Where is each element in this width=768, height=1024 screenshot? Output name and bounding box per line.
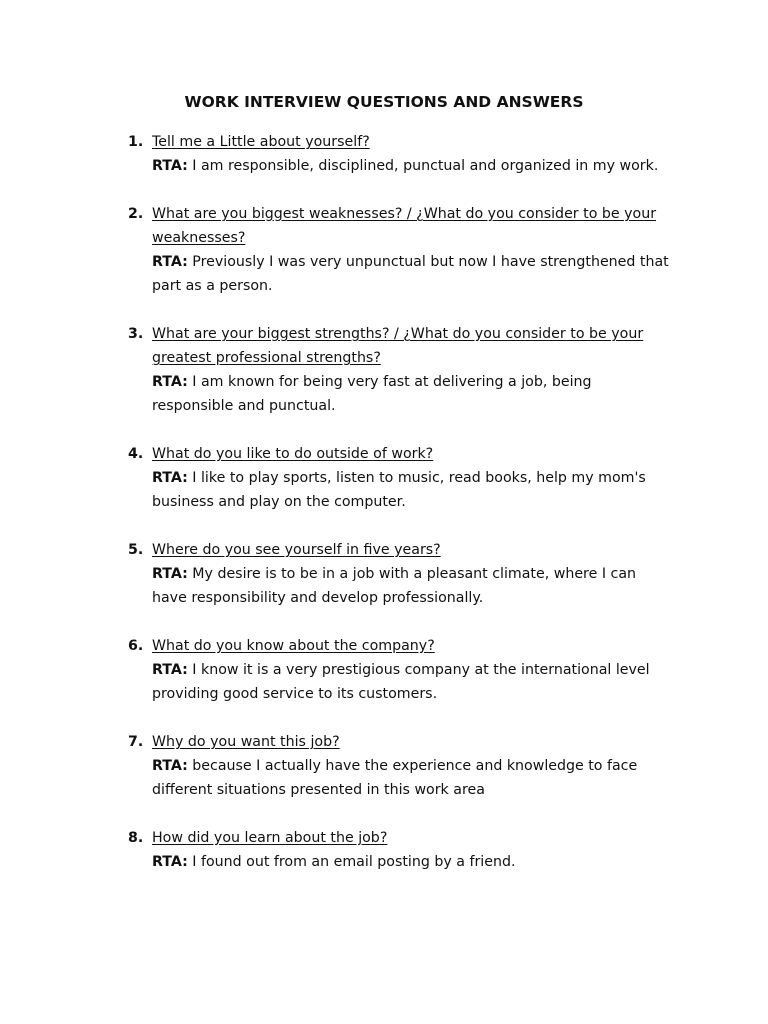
qa-body	[152, 442, 673, 514]
question-text: What do you like to do outside of work?	[152, 446, 434, 462]
question-text: What are your biggest strengths? / ¿What do you consider to be your greatest professional strengths?	[152, 326, 644, 366]
question-text: What do you know about the company?	[152, 638, 435, 654]
answer-text: I like to play sports, listen to music, read books, help my mom's business and play on the computer.	[152, 470, 646, 510]
question-text: What are you biggest weaknesses? / ¿What do you consider to be your weaknesses?	[152, 206, 657, 246]
qa-item	[128, 130, 673, 178]
answer-label: RTA:	[152, 374, 188, 390]
answer-text: I found out from an email posting by a friend.	[192, 854, 516, 870]
answer-label: RTA:	[152, 662, 188, 678]
qa-body	[152, 538, 673, 610]
answer-label: RTA:	[152, 758, 188, 774]
question-text: Tell me a Little about yourself?	[152, 134, 370, 150]
item-number: 8.	[128, 830, 144, 846]
item-number: 5.	[128, 542, 144, 558]
item-number: 4.	[128, 446, 144, 462]
qa-body	[152, 634, 673, 706]
qa-item	[128, 442, 673, 514]
answer-text: My desire is to be in a job with a pleasant climate, where I can have responsibility and develop professionally.	[152, 566, 637, 606]
item-number: 6.	[128, 638, 144, 654]
qa-item	[128, 202, 673, 298]
answer-text: because I actually have the experience and knowledge to face different situations presented in this work area	[152, 758, 638, 798]
answer-label: RTA:	[152, 470, 188, 486]
item-number: 7.	[128, 734, 144, 750]
question-text: Where do you see yourself in five years?	[152, 542, 441, 558]
qa-body	[152, 730, 673, 802]
qa-body	[152, 202, 673, 298]
answer-label: RTA:	[152, 566, 188, 582]
qa-item	[128, 730, 673, 802]
answer-label: RTA:	[152, 158, 188, 174]
item-number: 3.	[128, 326, 144, 342]
qa-item	[128, 826, 673, 874]
answer-text: Previously I was very unpunctual but now I have strengthened that part as a person.	[152, 254, 669, 294]
answer-label: RTA:	[152, 854, 188, 870]
answer-label: RTA:	[152, 254, 188, 270]
document-title: WORK INTERVIEW QUESTIONS AND ANSWERS	[184, 93, 584, 111]
item-number: 1.	[128, 134, 144, 150]
qa-body	[152, 322, 673, 418]
answer-text: I am known for being very fast at delivering a job, being responsible and punctual.	[152, 374, 592, 414]
qa-item	[128, 634, 673, 706]
item-number: 2.	[128, 206, 144, 222]
qa-body	[152, 826, 673, 874]
qa-list	[128, 130, 673, 898]
qa-item	[128, 322, 673, 418]
answer-text: I know it is a very prestigious company at the international level providing good service to its customers.	[152, 662, 650, 702]
qa-item	[128, 538, 673, 610]
question-text: Why do you want this job?	[152, 734, 340, 750]
qa-body	[152, 130, 673, 178]
question-text: How did you learn about the job?	[152, 830, 388, 846]
answer-text: I am responsible, disciplined, punctual and organized in my work.	[192, 158, 659, 174]
